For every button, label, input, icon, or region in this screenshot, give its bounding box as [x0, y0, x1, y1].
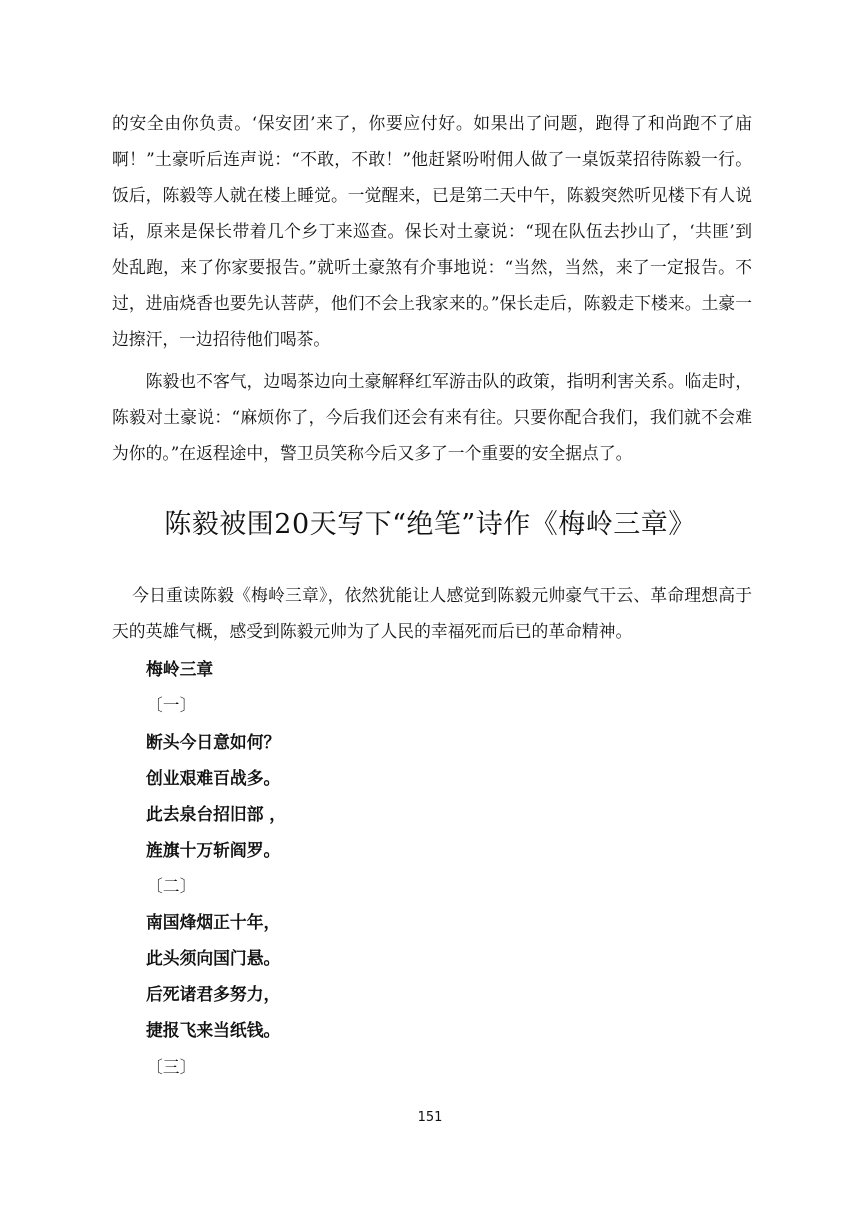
poem-section-label: 〔三〕	[146, 1057, 197, 1077]
section-intro: 今日重读陈毅《梅岭三章》，依然犹能让人感觉到陈毅元帅豪气干云、革命理想高于天的英雄气概，感受到陈毅元帅为了人民的幸福死而后已的革命精神。	[112, 585, 752, 641]
body-paragraph: 的安全由你负责。‘保安团’来了，你要应付好。如果出了问题，跑得了和尚跑不了庙啊！”土豪听后连声说：“不敢，不敢！”他赶紧吩咐佣人做了一桌饭菜招待陈毅一行。饭后，陈毅等人就在楼上睡觉。一觉醒来，已是第二天中午，陈毅突然听见楼下有人说话，原来是保长带着几个乡丁来巡查。保长对土豪说：“现在队伍去抄山了，‘共匪’到处乱跑，来了你家要报告。”就听土豪煞有介事地说：“当然，当然，来了一定报告。不过，进庙烧香也要先认菩萨，他们不会上我家来的。”保长走后，陈毅走下楼来。土豪一边擦汗，一边招待他们喝茶。	[112, 113, 752, 349]
poem-line: 旌旗十万斩阎罗。	[146, 840, 281, 860]
poem-line: 断头今日意如何？	[146, 732, 281, 752]
body-paragraph: 陈毅也不客气，边喝茶边向土豪解释红军游击队的政策，指明利害关系。临走时，陈毅对土豪说：“麻烦你了，今后我们还会有来有往。只要你配合我们，我们就不会难为你的。”在返程途中，警卫员笑称今后又多了一个重要的安全据点了。	[112, 371, 752, 463]
poem-line: 捷报飞来当纸钱。	[146, 1020, 281, 1040]
poem-line: 此去泉台招旧部 ，	[146, 804, 287, 824]
poem-line: 后死诸君多努力，	[146, 984, 281, 1004]
poem-section-label: 〔二〕	[146, 876, 197, 896]
poem-line: 南国烽烟正十年，	[146, 912, 281, 932]
poem-line: 创业艰难百战多。	[146, 768, 281, 788]
section-title: 陈毅被围20天写下“绝笔”诗作《梅岭三章》	[164, 509, 696, 540]
poem-title: 梅岭三章	[146, 659, 214, 679]
poem-section-label: 〔一〕	[146, 695, 197, 715]
page-number: 151	[417, 1110, 443, 1125]
poem-line: 此头须向国门悬。	[146, 948, 281, 968]
